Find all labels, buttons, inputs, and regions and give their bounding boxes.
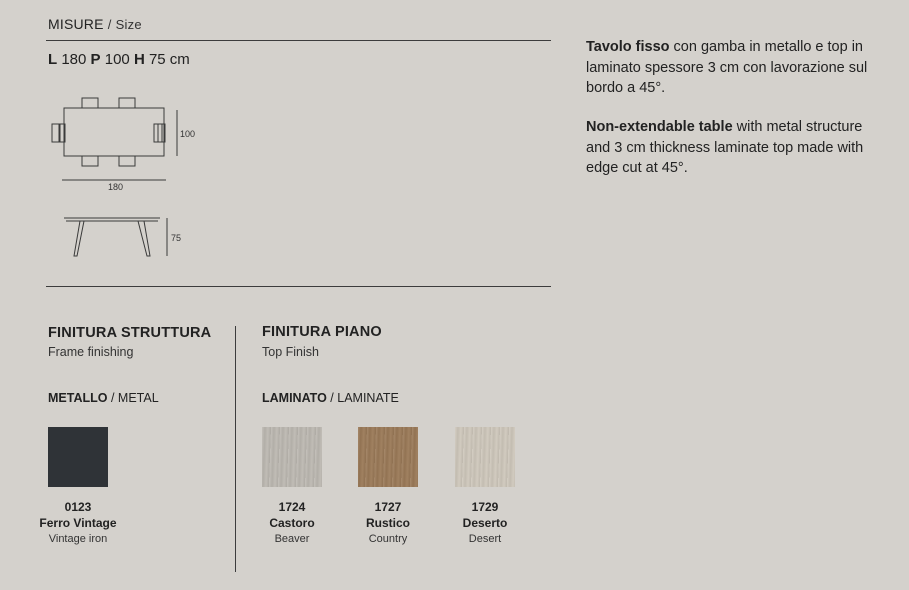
- description-en-text: with metal structure and 3 cm thickness laminate top made with edge cut at 45°.: [586, 119, 864, 176]
- swatch-name: Ferro Vintage: [39, 516, 117, 530]
- swatch-code: 1729: [471, 500, 499, 514]
- description-en-bold: Non-extendable table: [586, 119, 733, 135]
- swatch-code: 1724: [278, 500, 306, 514]
- top-material-label: [262, 391, 399, 405]
- swatch-name: Rustico: [365, 516, 410, 530]
- swatch-ferro-vintage[interactable]: [48, 427, 108, 487]
- swatch-castoro[interactable]: [262, 427, 322, 487]
- description-it-text: con gamba in metallo e top in laminato spessore 3 cm con lavorazione sul bordo a 45°.: [586, 39, 868, 96]
- swatch-rustico[interactable]: [358, 427, 418, 487]
- table-plan-drawing: [40, 88, 220, 198]
- dimensions-line: [48, 51, 190, 68]
- size-heading-en: Size: [115, 17, 142, 32]
- dim-p-label: P: [90, 51, 101, 68]
- swatch-name-en: Desert: [468, 533, 502, 545]
- frame-material-it: METALLO: [48, 391, 108, 405]
- side-height-label: 75: [171, 233, 182, 243]
- swatch-name-en: Beaver: [274, 533, 310, 545]
- size-top-divider: [46, 40, 551, 41]
- size-heading-it: MISURE: [48, 16, 104, 32]
- swatch-name-en: Country: [368, 533, 408, 545]
- frame-material-en: / METAL: [110, 391, 159, 405]
- size-heading-sep: /: [107, 17, 112, 32]
- swatch-code: 0123: [64, 500, 92, 514]
- swatch-code: 1727: [374, 500, 402, 514]
- swatch-deserto[interactable]: [455, 427, 515, 487]
- frame-finish-title: FINITURA STRUTTURA: [48, 325, 212, 341]
- top-finish-subtitle: Top Finish: [262, 345, 319, 359]
- dim-h-label: H: [133, 51, 145, 68]
- top-material-en: / LAMINATE: [330, 391, 399, 405]
- top-material-it: LAMINATO: [262, 391, 327, 405]
- dim-h-value: 75 cm: [148, 51, 190, 68]
- frame-material-label: [48, 391, 159, 405]
- size-heading: [48, 16, 142, 32]
- dim-l-label: L: [48, 51, 58, 68]
- dim-l-value: 180: [61, 51, 87, 68]
- size-bottom-divider: [46, 286, 551, 287]
- description-it-bold: Tavolo fisso: [586, 39, 670, 55]
- plan-depth-label: 100: [180, 129, 196, 139]
- swatch-name: Castoro: [269, 516, 315, 530]
- swatch-name-en: Vintage iron: [48, 533, 108, 545]
- swatch-name: Deserto: [462, 516, 508, 530]
- plan-width-label: 180: [108, 182, 124, 192]
- frame-finish-subtitle: Frame finishing: [48, 345, 134, 359]
- description-english: [586, 117, 886, 179]
- table-side-drawing: [60, 212, 200, 264]
- dim-p-value: 100: [104, 51, 130, 68]
- top-finish-title: FINITURA PIANO: [262, 324, 382, 340]
- description-italian: [586, 37, 886, 99]
